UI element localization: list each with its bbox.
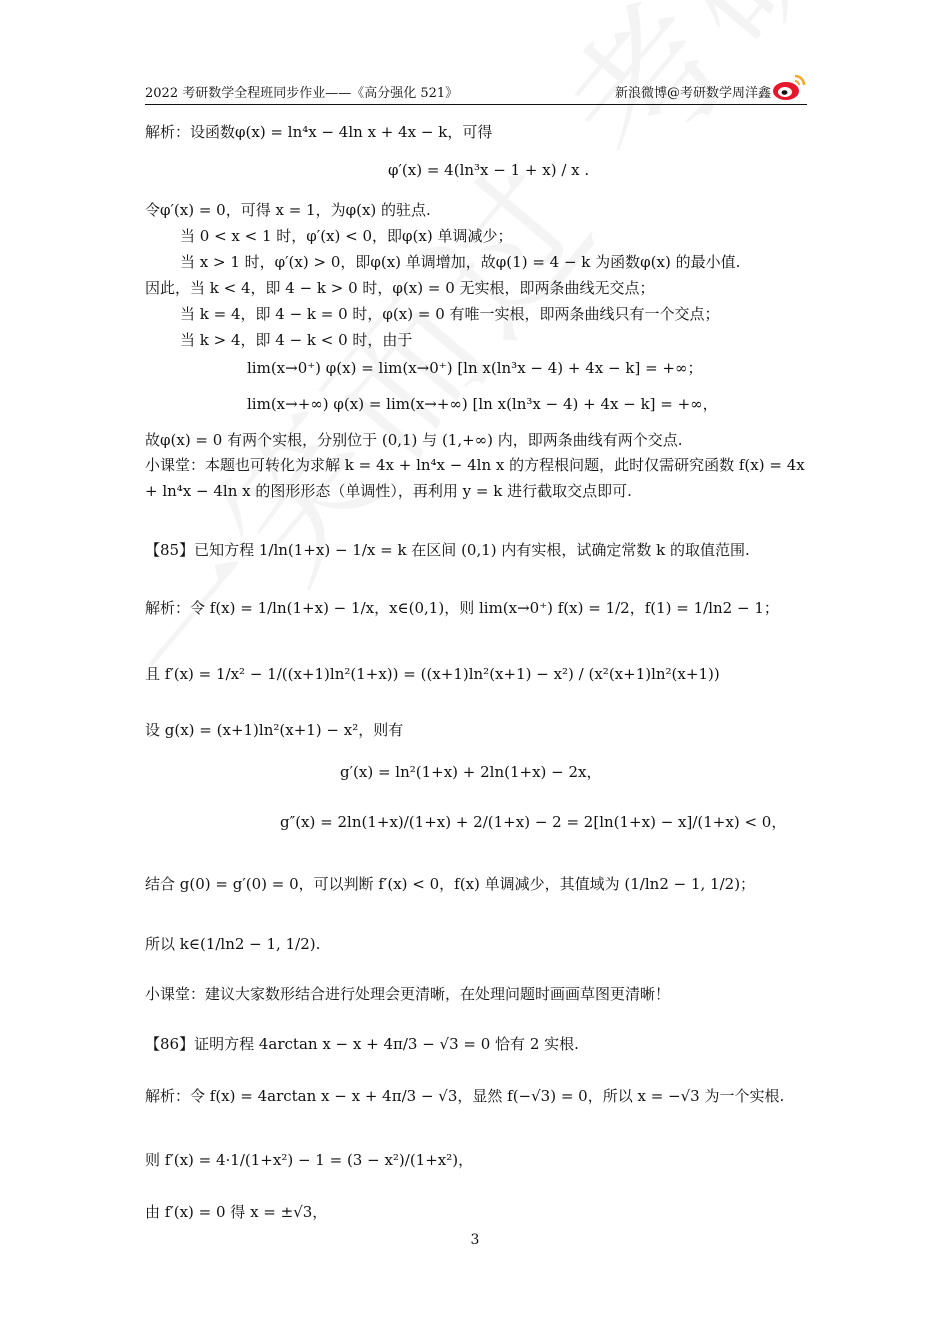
problem-86: 【86】证明方程 4arctan x − x + 4π/3 − √3 = 0 恰有 2 实根. bbox=[145, 1035, 579, 1053]
case-k-gt-4: 当 k > 4，即 4 − k < 0 时，由于 bbox=[180, 331, 413, 349]
derivative-formula: φ′(x) = 4(ln³x − 1 + x) / x . bbox=[388, 161, 590, 179]
case-k-eq-4: 当 k = 4，即 4 − k = 0 时，φ(x) = 0 有唯一实根，即两条曲线只有一个交点； bbox=[180, 305, 720, 323]
case-decreasing: 当 0 < x < 1 时，φ′(x) < 0，即φ(x) 单调减少； bbox=[180, 227, 513, 245]
solution-85-answer: 所以 k∈(1/ln2 − 1, 1/2). bbox=[145, 935, 321, 953]
limit-at-infinity: lim(x→+∞) φ(x) = lim(x→+∞) [ln x(ln³x − 4) + 4x − k] = +∞， bbox=[247, 395, 718, 413]
page-header bbox=[145, 82, 807, 105]
solution-85-derivative: 且 f′(x) = 1/x² − 1/((x+1)ln²(1+x)) = ((x+1)ln²(x+1) − x²) / (x²(x+1)ln²(x+1)) bbox=[145, 665, 720, 683]
case-k-lt-4: 因此，当 k < 4，即 4 − k > 0 时，φ(x) = 0 无实根，即两条曲线无交点； bbox=[145, 279, 655, 297]
solution-86-intro: 解析：令 f(x) = 4arctan x − x + 4π/3 − √3，显然 f(−√3) = 0，所以 x = −√3 为一个实根. bbox=[145, 1087, 785, 1105]
header-author: 新浪微博@考研数学周洋鑫 bbox=[614, 86, 771, 101]
conclusion-two-roots: 故φ(x) = 0 有两个实根，分别位于 (0,1) 与 (1,+∞) 内，即两条曲线有两个交点. bbox=[145, 431, 683, 449]
solution-86-critical-points: 由 f′(x) = 0 得 x = ±√3， bbox=[145, 1203, 328, 1221]
solution-85-intro: 解析：令 f(x) = 1/ln(1+x) − 1/x，x∈(0,1)，则 lim(x→0⁺) f(x) = 1/2，f(1) = 1/ln2 − 1； bbox=[145, 599, 779, 617]
solution-85-g-double-prime: g″(x) = 2ln(1+x)/(1+x) + 2/(1+x) − 2 = 2[ln(1+x) − x]/(1+x) < 0， bbox=[280, 813, 787, 831]
solution-85-g-def: 设 g(x) = (x+1)ln²(x+1) − x²，则有 bbox=[145, 721, 404, 739]
page-number: 3 bbox=[470, 1232, 480, 1248]
solution-85-range: 结合 g(0) = g′(0) = 0，可以判断 f′(x) < 0，f(x) 单调减少，其值域为 (1/ln2 − 1, 1/2)； bbox=[145, 875, 756, 893]
case-increasing: 当 x > 1 时，φ′(x) > 0，即φ(x) 单调增加，故φ(1) = 4 − k 为函数φ(x) 的最小值. bbox=[180, 253, 741, 271]
limit-at-zero: lim(x→0⁺) φ(x) = lim(x→0⁺) [ln x(ln³x − 4) + 4x − k] = +∞； bbox=[247, 359, 703, 377]
stationary-point: 令φ′(x) = 0，可得 x = 1，为φ(x) 的驻点. bbox=[145, 201, 431, 219]
solution-86-derivative: 则 f′(x) = 4·1/(1+x²) − 1 = (3 − x²)/(1+x²)， bbox=[145, 1151, 474, 1169]
tip-note-2: 小课堂：建议大家数形结合进行处理会更清晰，在处理问题时画画草图更清晰！ bbox=[145, 985, 671, 1003]
weibo-logo-icon bbox=[771, 72, 807, 102]
solution-intro: 解析：设函数φ(x) = ln⁴x − 4ln x + 4x − k，可得 bbox=[145, 123, 493, 141]
problem-85: 【85】已知方程 1/ln(1+x) − 1/x = k 在区间 (0,1) 内有实根，试确定常数 k 的取值范围. bbox=[145, 541, 750, 559]
solution-85-g-prime: g′(x) = ln²(1+x) + 2ln(1+x) − 2x， bbox=[340, 763, 602, 781]
tip-note-1: 小课堂：本题也可转化为求解 k = 4x + ln⁴x − 4ln x 的方程根问题，此时仅需研究函数 f(x) = 4x + ln⁴x − 4ln x 的图形形态（单调性），再利用 y = k 进行截取交点即可. bbox=[145, 456, 805, 500]
header-title: 2022 考研数学全程班同步作业——《高分强化 521》 bbox=[145, 86, 459, 101]
